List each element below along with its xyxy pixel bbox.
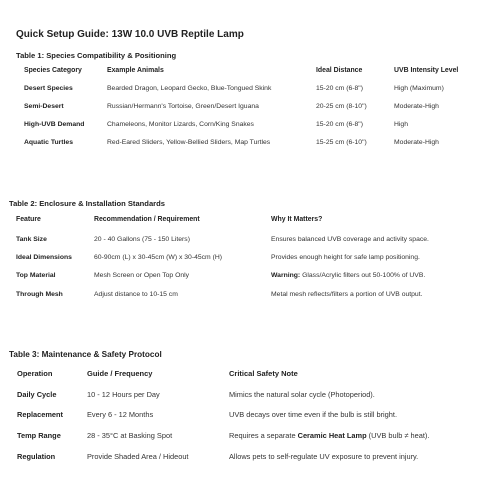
table3-cell: Temp Range (17, 431, 61, 440)
heat-note-prefix: Requires a separate (229, 431, 298, 440)
table1-cell: Bearded Dragon, Leopard Gecko, Blue-Tongued Skink (107, 85, 272, 92)
table1-cell: 15-20 cm (6-8") (316, 85, 363, 92)
table3-cell: Daily Cycle (17, 390, 57, 399)
table1-header-intensity: UVB Intensity Level (394, 67, 459, 74)
table2-cell: Metal mesh reflects/filters a portion of UVB output. (271, 291, 423, 298)
table1-cell: Russian/Hermann's Tortoise, Green/Desert Iguana (107, 103, 259, 110)
table3-cell: UVB decays over time even if the bulb is still bright. (229, 410, 398, 419)
table2-cell: Top Material (16, 272, 56, 279)
table2-cell: Ensures balanced UVB coverage and activity space. (271, 236, 429, 243)
table3-cell: 28 - 35°C at Basking Spot (87, 431, 173, 440)
table3-cell: Replacement (17, 410, 64, 419)
table1-cell: Desert Species (24, 85, 73, 92)
table2-cell: Ideal Dimensions (16, 254, 72, 261)
table3-header-operation: Operation (17, 369, 53, 378)
table1-header-category: Species Category (24, 67, 82, 74)
table1-cell: 20-25 cm (8-10") (316, 103, 367, 110)
table1-cell: Moderate-High (394, 103, 439, 110)
table1-cell: Aquatic Turtles (24, 139, 73, 146)
table1-header-distance: Ideal Distance (316, 67, 363, 74)
table2-title: Table 2: Enclosure & Installation Standards (9, 199, 165, 208)
page-title: Quick Setup Guide: 13W 10.0 UVB Reptile Lamp (16, 29, 244, 40)
table3-cell: Regulation (17, 452, 56, 461)
table1-cell: High-UVB Demand (24, 121, 85, 128)
table3-cell: Mimics the natural solar cycle (Photoperiod). (229, 390, 375, 399)
table2-cell: Mesh Screen or Open Top Only (94, 272, 190, 279)
table2-cell: Adjust distance to 10-15 cm (94, 291, 178, 298)
table2-cell: Through Mesh (16, 291, 63, 298)
table1-cell: Red-Eared Sliders, Yellow-Bellied Sliders, Map Turtles (107, 139, 271, 146)
heat-note-suffix: (UVB bulb ≠ heat). (366, 431, 430, 440)
table3-cell: Allows pets to self-regulate UV exposure to prevent injury. (229, 452, 419, 461)
table1-header-animals: Example Animals (107, 67, 164, 74)
table3-header-guide: Guide / Frequency (87, 369, 153, 378)
table3-title: Table 3: Maintenance & Safety Protocol (9, 350, 162, 359)
table3-cell: Provide Shaded Area / Hideout (87, 452, 189, 461)
table2-header-feature: Feature (16, 216, 41, 223)
table2-cell: Provides enough height for safe lamp positioning. (271, 254, 420, 261)
table3-cell-heat-note (229, 430, 429, 442)
table1-cell: Moderate-High (394, 139, 439, 146)
table2-cell: 20 - 40 Gallons (75 - 150 Liters) (94, 236, 190, 243)
table1-title: Table 1: Species Compatibility & Positioning (16, 51, 177, 60)
table2-header-recommendation: Recommendation / Requirement (94, 216, 200, 223)
table3-cell: Every 6 - 12 Months (87, 410, 154, 419)
table1-cell: Semi-Desert (24, 103, 64, 110)
heat-note-bold: Ceramic Heat Lamp (297, 431, 367, 440)
table3-header-note: Critical Safety Note (229, 369, 298, 378)
table1-cell: High (394, 121, 408, 128)
table1-cell: High (Maximum) (394, 85, 444, 92)
table1-cell: 15-25 cm (6-10") (316, 139, 367, 146)
table2-header-why: Why It Matters? (271, 216, 323, 223)
table2-cell: Tank Size (16, 236, 47, 243)
table2-cell-warning (271, 270, 425, 282)
table1-cell: 15-20 cm (6-8") (316, 121, 363, 128)
warning-label: Warning: (271, 272, 301, 279)
table2-cell: 60-90cm (L) x 30-45cm (W) x 30-45cm (H) (94, 254, 223, 261)
table3-cell: 10 - 12 Hours per Day (87, 390, 160, 399)
warning-text: Glass/Acrylic filters out 50-100% of UVB. (300, 272, 426, 279)
table1-cell: Chameleons, Monitor Lizards, Corn/King Snakes (107, 121, 254, 128)
